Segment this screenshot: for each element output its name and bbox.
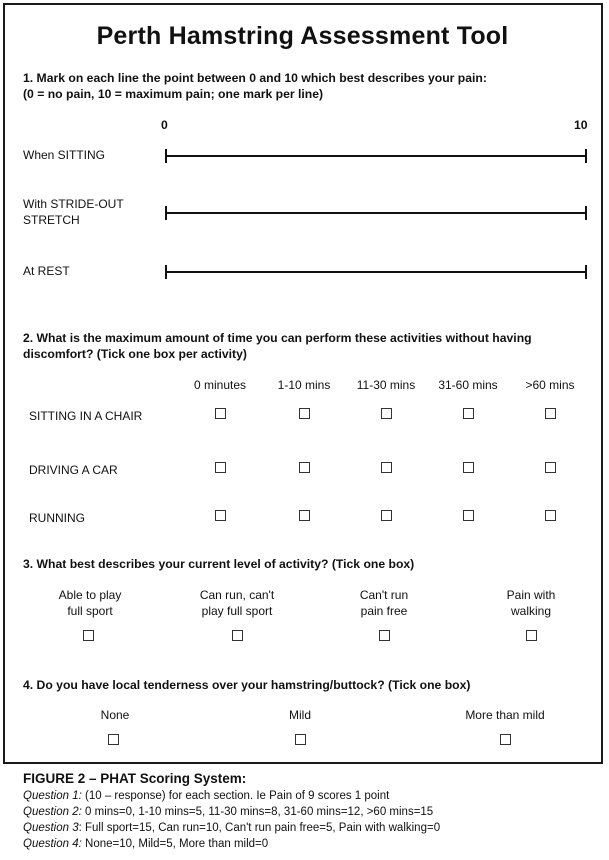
scoring-title: FIGURE 2 – PHAT Scoring System: [23,771,247,786]
activity-option-label: Can run, can't [199,588,275,602]
checkbox[interactable] [463,408,474,419]
checkbox[interactable] [463,510,474,521]
activity-row-label: SITTING IN A CHAIR [29,409,143,423]
activity-option-label: Pain with [506,588,556,602]
checkbox[interactable] [299,408,310,419]
scoring-line: Question 4: None=10, Mild=5, More than mild=0 [23,838,269,850]
checkbox[interactable] [295,734,306,745]
activity-row-label: RUNNING [29,511,85,525]
activity-option-label: walking [510,604,552,618]
pain-label-rest: At REST [23,264,70,278]
tenderness-option-label: Mild [288,708,311,722]
activity-option-label: Able to play [58,588,122,602]
q4-question: 4. Do you have local tenderness over your hamstring/buttock? (Tick one box) [23,678,471,692]
checkbox[interactable] [215,510,226,521]
checkbox[interactable] [545,462,556,473]
checkbox[interactable] [545,408,556,419]
scoring-line: Question 2: 0 mins=0, 1-10 mins=5, 11-30 mins=8, 31-60 mins=12, >60 mins=15 [23,806,434,818]
col-header: >60 mins [525,378,575,392]
q2-question-line1: 2. What is the maximum amount of time you can perform these activities without having [23,331,532,345]
col-header: 11-30 mins [356,378,416,392]
tenderness-option-label: More than mild [465,708,545,722]
checkbox[interactable] [83,630,94,641]
col-header: 1-10 mins [277,378,331,392]
scoring-line: Question 3: Full sport=15, Can run=10, Can't run pain free=5, Pain with walking=0 [23,822,441,834]
scoring-line: Question 1: (10 – response) for each section. Ie Pain of 9 scores 1 point [23,790,390,802]
checkbox[interactable] [500,734,511,745]
checkbox[interactable] [381,510,392,521]
checkbox[interactable] [299,510,310,521]
q1-note: (0 = no pain, 10 = maximum pain; one mark per line) [23,87,324,101]
page-title: Perth Hamstring Assessment Tool [96,22,509,50]
checkbox[interactable] [215,408,226,419]
q3-question: 3. What best describes your current level of activity? (Tick one box) [23,557,415,571]
activity-option-label: Can't run [359,588,409,602]
activity-option-label: pain free [360,604,408,618]
checkbox[interactable] [379,630,390,641]
checkbox[interactable] [108,734,119,745]
scale-min-label: 0 [161,118,168,132]
scale-max-label: 10 [574,118,588,132]
pain-label-stride-line2: STRETCH [23,213,80,227]
checkbox[interactable] [526,630,537,641]
checkbox[interactable] [545,510,556,521]
checkbox[interactable] [463,462,474,473]
checkbox[interactable] [215,462,226,473]
q2-question-line2: discomfort? (Tick one box per activity) [23,347,247,361]
checkbox[interactable] [381,408,392,419]
checkbox[interactable] [299,462,310,473]
checkbox[interactable] [232,630,243,641]
checkbox[interactable] [381,462,392,473]
pain-label-stride-line1: With STRIDE-OUT [23,197,124,211]
activity-option-label: play full sport [201,604,273,618]
activity-row-label: DRIVING A CAR [29,463,118,477]
activity-option-label: full sport [67,604,113,618]
tenderness-option-label: None [100,708,130,722]
pain-label-sitting: When SITTING [23,148,106,162]
col-header: 0 minutes [193,378,247,392]
q1-question: 1. Mark on each line the point between 0 and 10 which best describes your pain: [23,71,487,85]
col-header: 31-60 mins [438,378,498,392]
